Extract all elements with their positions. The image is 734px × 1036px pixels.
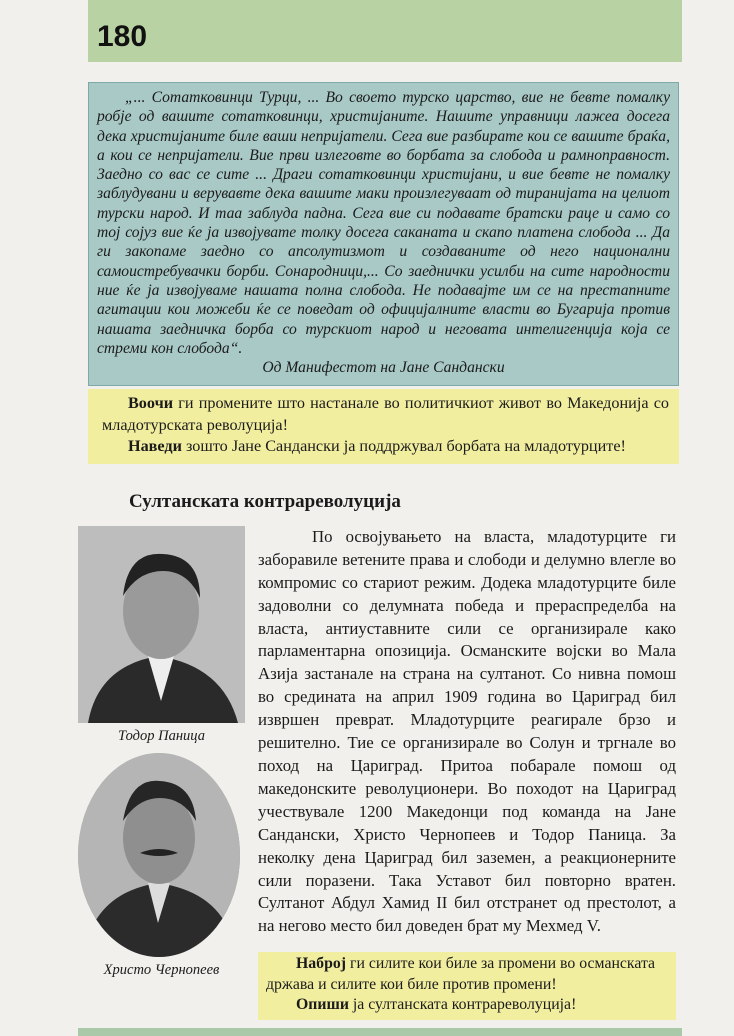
portrait-photo-todor-panica — [78, 526, 245, 723]
task-box — [88, 389, 679, 464]
task-verb: Наведи — [128, 437, 182, 456]
task-text: зошто Јане Сандански ја поддржувал борбата на младотурците! — [181, 437, 626, 456]
photo-column — [78, 526, 245, 1020]
task-item — [102, 393, 669, 436]
task-verb: Опиши — [296, 996, 349, 1014]
task-text: ги силите кои биле за промени во османската држава и силите кои биле против промени! — [266, 955, 656, 993]
main-text — [258, 526, 676, 938]
task-item — [266, 954, 668, 995]
task-item — [102, 436, 669, 458]
task-item — [266, 995, 668, 1016]
text-column — [258, 526, 676, 1020]
lower-section — [78, 526, 734, 1020]
task-text: ги промените што настанале во политичкиот живот во Македонија со младотурската револуција! — [102, 394, 669, 434]
footer-band — [78, 1028, 682, 1036]
quote-source: Од Манифестот на Јане Сандански — [262, 359, 505, 377]
portrait-photo-hristo-chernopeev — [78, 753, 240, 957]
quote-box — [88, 82, 679, 386]
task-text: ја султанската контрареволуција! — [348, 996, 577, 1014]
main-paragraph: По освојувањето на власта, младотурците ги заборавиле ветените права и слободи и делумно влегле во компромис со стариот режим. Додека младотурците биле задоволни со делумната победа и прераспределба на власта, антиуставните сили се организирале како парламентарна опозиција. Османските војски во Мала Азија застанале на страна на султанот. Со нивна помош во средината на април 1909 година во Цариград бил извршен преврат. Младотурците реагирале брзо и решително. Тие се организирале во Солун и тргнале во поход на Цариград. Притоа побарале помош од македонските револуционери. Во походот на Цариград учествувале 1200 Македонци под команда на Јане Сандански, Христо Чернопеев и Тодор Паница. За неколку дена Цариград бил заземен, а реакционерните сили поразени. Така Уставот бил повторно вратен. Султанот Абдул Хамид II бил отстранет од престолот, а на негово место бил доведен брат му Мехмед V. — [258, 526, 676, 936]
task-verb: Воочи — [128, 394, 174, 413]
section-title: Султанската контрареволуција — [129, 490, 401, 512]
photo-caption: Христо Чернопеев — [103, 961, 220, 978]
page-number: 180 — [97, 20, 148, 53]
top-column — [88, 82, 679, 514]
header-band — [88, 0, 682, 62]
task-verb: Наброј — [296, 955, 347, 973]
quote-text: „... Сотатковинци Турци, ... Во своето турско царство, вие не бевте помалку робје од вашите сотатковинци, христијаните. Нашите управници лажеа досега дека христијаните биле ваши непријатели. Сега вие разбирате кои се вашите браќа, а кои се непријатели. Вие први излеговте во борбата за слобода и рамноправност. Заедно со вас се сите ... Драги сотатковинци христијани, и вие бевте не помалку заблудувани и верувавте дека вашите маки произлегуваат од тиранијата на целиот турски народ. И таа заблуда падна. Сега вие си подавате братски раце и само со тој сојуз вие ќе ја извојувате толку досега саканата и скапо платена слобода ... Да ги закопаме заедно со апсолутизмот и создаваните од него национални самоистребувачки борби. Сонародници,... Со заеднички усилби на сите народности ние ќе ја извојуваме нашата полна слобода. Не подавајте им се на престапните агитации кои можеби ќе се поведат од официјалните власти во Бугарија против нашата заедничка борба со турскиот народ и неговата интелигенција која се стреми кон слобода“. — [97, 89, 670, 357]
task-box — [258, 952, 676, 1020]
photo-caption: Тодор Паница — [118, 727, 205, 744]
